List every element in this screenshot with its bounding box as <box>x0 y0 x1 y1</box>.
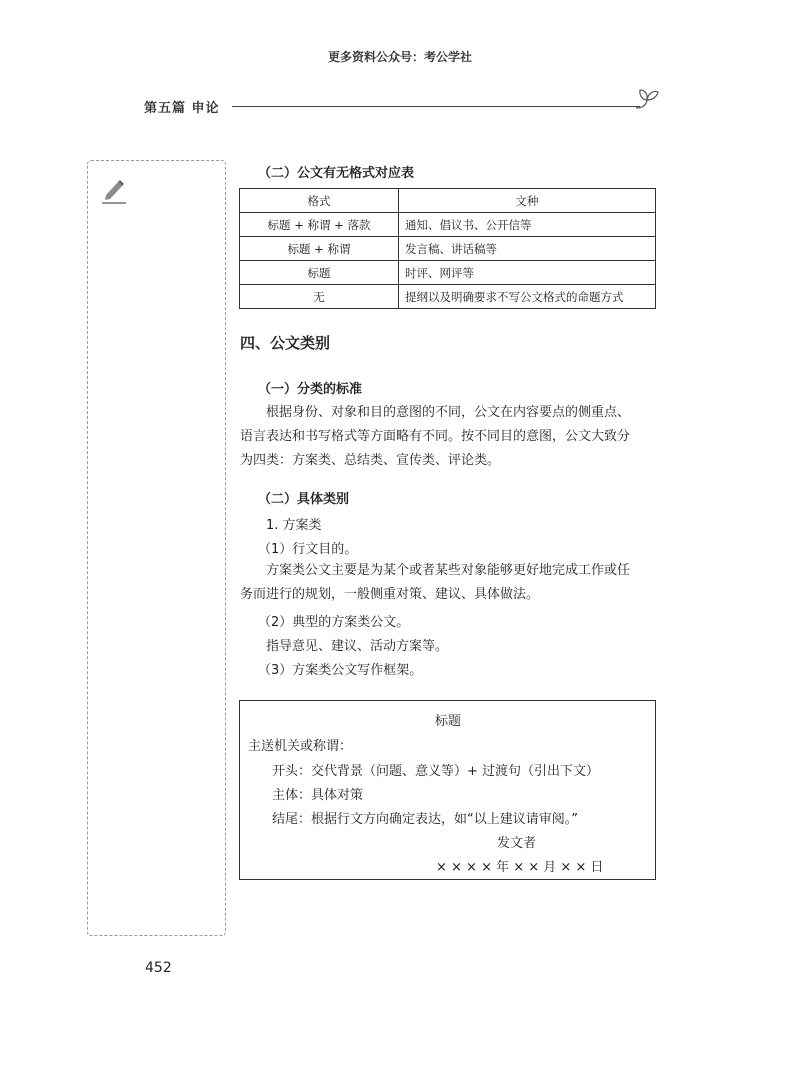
section-title: 四、公文类别 <box>240 334 331 352</box>
sprout-icon <box>634 86 660 110</box>
type-cell: 通知、倡议书、公开信等 <box>399 213 656 237</box>
column-header-format: 格式 <box>240 189 399 213</box>
framework-title: 标题 <box>435 714 462 729</box>
framework-body: 主体：具体对策 <box>272 788 364 803</box>
page-number: 452 <box>145 960 172 976</box>
framework-opening: 开头：交代背景（问题、意义等）+ 过渡句（引出下文） <box>272 764 600 779</box>
chapter-divider <box>232 106 640 107</box>
paragraph-line: 语言表达和书写格式等方面略有不同。按不同目的意图，公文大致分 <box>240 429 631 444</box>
subsection-heading-categories: （二）具体类别 <box>258 492 350 507</box>
item-heading: 1. 方案类 <box>266 518 322 533</box>
pencil-icon <box>100 178 128 204</box>
type-cell: 提纲以及明确要求不写公文格式的命题方式 <box>399 285 656 309</box>
framework-recipient: 主送机关或称谓： <box>248 739 353 754</box>
paragraph-line: 为四类：方案类、总结类、宣传类、评论类。 <box>240 453 501 468</box>
framework-ending: 结尾：根据行文方向确定表达，如“以上建议请审阅。” <box>272 812 578 827</box>
table-row <box>240 237 656 261</box>
framework-date: × × × × 年 × × 月 × × 日 <box>436 860 604 875</box>
point-heading: （2）典型的方案类公文。 <box>258 615 410 630</box>
paragraph-line: 务而进行的规划，一般侧重对策、建议、具体做法。 <box>240 587 540 602</box>
point-heading: （3）方案类公文写作框架。 <box>258 663 423 678</box>
point-text: 指导意见、建议、活动方案等。 <box>266 639 449 654</box>
writing-framework-box <box>239 700 656 880</box>
notes-margin-box <box>87 160 226 936</box>
table-heading: （二）公文有无格式对应表 <box>258 166 415 181</box>
type-cell: 发言稿、讲话稿等 <box>399 237 656 261</box>
column-header-type: 文种 <box>399 189 656 213</box>
type-cell: 时评、网评等 <box>399 261 656 285</box>
table-row <box>240 285 656 309</box>
paragraph-standard <box>240 401 660 473</box>
point-heading: （1）行文目的。 <box>258 542 358 557</box>
top-banner: 更多资料公众号：考公学社 <box>327 50 472 64</box>
chapter-title: 第五篇 申论 <box>144 101 220 116</box>
paragraph-line: 根据身份、对象和目的意图的不同，公文在内容要点的侧重点、 <box>266 405 631 420</box>
table-row <box>240 213 656 237</box>
framework-sender: 发文者 <box>497 836 537 851</box>
paragraph-purpose <box>240 559 660 607</box>
format-cell: 标题 + 称谓 + 落款 <box>240 213 399 237</box>
table-row <box>240 261 656 285</box>
subsection-heading-standard: （一）分类的标准 <box>258 382 363 397</box>
table-header-row <box>240 189 656 213</box>
format-cell: 无 <box>240 285 399 309</box>
format-cell: 标题 + 称谓 <box>240 237 399 261</box>
format-table <box>239 188 656 309</box>
format-cell: 标题 <box>240 261 399 285</box>
paragraph-line: 方案类公文主要是为某个或者某些对象能够更好地完成工作或任 <box>266 563 631 578</box>
